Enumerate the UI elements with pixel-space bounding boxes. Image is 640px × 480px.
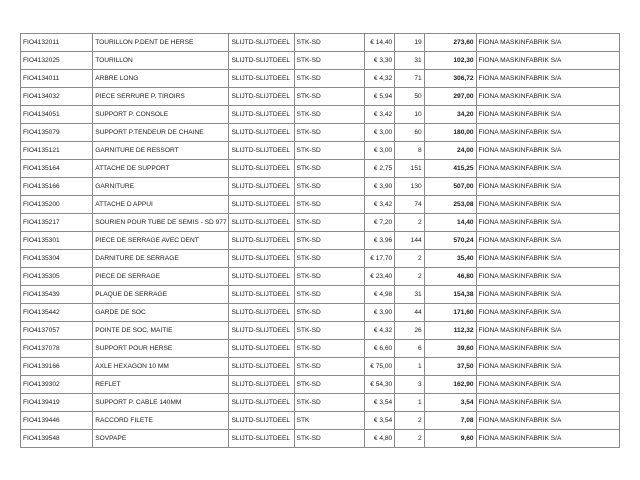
description-cell: RACCORD FILETE xyxy=(93,412,229,430)
description-cell: TOURILLON xyxy=(93,52,229,70)
description-cell: PLAQUE DE SERRAGE xyxy=(93,286,229,304)
quantity-cell: 44 xyxy=(395,304,424,322)
quantity-cell: 19 xyxy=(395,34,424,52)
description-cell: PIECE DE SERRAGE xyxy=(93,268,229,286)
supplier-cell: FIONA MASKINFABRIK S/A xyxy=(476,52,619,70)
table-row xyxy=(21,268,620,286)
unit-price-cell: € 14,40 xyxy=(364,34,395,52)
line-total-cell: 46,80 xyxy=(424,268,476,286)
quantity-cell: 130 xyxy=(395,178,424,196)
table-row xyxy=(21,124,620,142)
unit-cell: STK-SD xyxy=(294,304,364,322)
part-type-cell: SLIJTD-SLIJTDEEL xyxy=(229,178,294,196)
item-code-cell: FIO4132011 xyxy=(21,34,93,52)
description-cell: SUPPORT P. CABLE 140MM xyxy=(93,394,229,412)
unit-cell: STK-SD xyxy=(294,124,364,142)
line-total-cell: 415,25 xyxy=(424,160,476,178)
part-type-cell: SLIJTD-SLIJTDEEL xyxy=(229,340,294,358)
unit-cell: STK-SD xyxy=(294,34,364,52)
supplier-cell: FIONA MASKINFABRIK S/A xyxy=(476,178,619,196)
unit-cell: STK-SD xyxy=(294,430,364,448)
quantity-cell: 10 xyxy=(395,106,424,124)
table-row xyxy=(21,250,620,268)
supplier-cell: FIONA MASKINFABRIK S/A xyxy=(476,160,619,178)
unit-price-cell: € 3,42 xyxy=(364,196,395,214)
quantity-cell: 50 xyxy=(395,88,424,106)
unit-price-cell: € 7,20 xyxy=(364,214,395,232)
description-cell: GARNITURE DE RESSORT xyxy=(93,142,229,160)
unit-price-cell: € 3,54 xyxy=(364,394,395,412)
unit-price-cell: € 4,32 xyxy=(364,70,395,88)
unit-cell: STK-SD xyxy=(294,214,364,232)
unit-cell: STK-SD xyxy=(294,178,364,196)
part-type-cell: SLIJTD-SLIJTDEEL xyxy=(229,412,294,430)
unit-price-cell: € 3,54 xyxy=(364,412,395,430)
unit-price-cell: € 3,42 xyxy=(364,106,395,124)
item-code-cell: FIO4139548 xyxy=(21,430,93,448)
part-type-cell: SLIJTD-SLIJTDEEL xyxy=(229,106,294,124)
item-code-cell: FIO4132025 xyxy=(21,52,93,70)
unit-cell: STK-SD xyxy=(294,286,364,304)
line-total-cell: 102,30 xyxy=(424,52,476,70)
unit-price-cell: € 3,00 xyxy=(364,142,395,160)
line-total-cell: 154,38 xyxy=(424,286,476,304)
unit-price-cell: € 4,80 xyxy=(364,430,395,448)
description-cell: TOURILLON P.DENT DE HERSE xyxy=(93,34,229,52)
unit-price-cell: € 54,30 xyxy=(364,376,395,394)
part-type-cell: SLIJTD-SLIJTDEEL xyxy=(229,70,294,88)
part-type-cell: SLIJTD-SLIJTDEEL xyxy=(229,430,294,448)
part-type-cell: SLIJTD-SLIJTDEEL xyxy=(229,142,294,160)
supplier-cell: FIONA MASKINFABRIK S/A xyxy=(476,268,619,286)
supplier-cell: FIONA MASKINFABRIK S/A xyxy=(476,106,619,124)
part-type-cell: SLIJTD-SLIJTDEEL xyxy=(229,214,294,232)
unit-cell: STK-SD xyxy=(294,358,364,376)
supplier-cell: FIONA MASKINFABRIK S/A xyxy=(476,214,619,232)
unit-price-cell: € 6,60 xyxy=(364,340,395,358)
unit-cell: STK-SD xyxy=(294,340,364,358)
supplier-cell: FIONA MASKINFABRIK S/A xyxy=(476,376,619,394)
quantity-cell: 2 xyxy=(395,214,424,232)
description-cell: SUPPORT P.TENDEUR DE CHAINE xyxy=(93,124,229,142)
line-total-cell: 37,50 xyxy=(424,358,476,376)
quantity-cell: 60 xyxy=(395,124,424,142)
line-total-cell: 7,08 xyxy=(424,412,476,430)
inventory-table-body xyxy=(21,34,620,448)
unit-cell: STK-SD xyxy=(294,52,364,70)
item-code-cell: FIO4139166 xyxy=(21,358,93,376)
unit-cell: STK-SD xyxy=(294,196,364,214)
part-type-cell: SLIJTD-SLIJTDEEL xyxy=(229,34,294,52)
table-row xyxy=(21,52,620,70)
supplier-cell: FIONA MASKINFABRIK S/A xyxy=(476,124,619,142)
unit-cell: STK-SD xyxy=(294,376,364,394)
supplier-cell: FIONA MASKINFABRIK S/A xyxy=(476,88,619,106)
line-total-cell: 24,00 xyxy=(424,142,476,160)
quantity-cell: 2 xyxy=(395,250,424,268)
unit-cell: STK-SD xyxy=(294,250,364,268)
item-code-cell: FIO4135217 xyxy=(21,214,93,232)
line-total-cell: 35,40 xyxy=(424,250,476,268)
table-row xyxy=(21,178,620,196)
description-cell: AXLE HEXAGON 10 MM xyxy=(93,358,229,376)
line-total-cell: 3,54 xyxy=(424,394,476,412)
quantity-cell: 74 xyxy=(395,196,424,214)
line-total-cell: 9,60 xyxy=(424,430,476,448)
quantity-cell: 2 xyxy=(395,430,424,448)
supplier-cell: FIONA MASKINFABRIK S/A xyxy=(476,430,619,448)
supplier-cell: FIONA MASKINFABRIK S/A xyxy=(476,358,619,376)
description-cell: REFLET xyxy=(93,376,229,394)
part-type-cell: SLIJTD-SLIJTDEEL xyxy=(229,304,294,322)
line-total-cell: 34,20 xyxy=(424,106,476,124)
quantity-cell: 2 xyxy=(395,268,424,286)
unit-price-cell: € 17,70 xyxy=(364,250,395,268)
table-row xyxy=(21,34,620,52)
table-row xyxy=(21,160,620,178)
supplier-cell: FIONA MASKINFABRIK S/A xyxy=(476,322,619,340)
line-total-cell: 273,60 xyxy=(424,34,476,52)
supplier-cell: FIONA MASKINFABRIK S/A xyxy=(476,196,619,214)
line-total-cell: 570,24 xyxy=(424,232,476,250)
item-code-cell: FIO4135164 xyxy=(21,160,93,178)
table-row xyxy=(21,394,620,412)
unit-price-cell: € 3,90 xyxy=(364,178,395,196)
part-type-cell: SLIJTD-SLIJTDEEL xyxy=(229,232,294,250)
line-total-cell: 507,00 xyxy=(424,178,476,196)
line-total-cell: 253,08 xyxy=(424,196,476,214)
table-row xyxy=(21,376,620,394)
item-code-cell: FIO4135439 xyxy=(21,286,93,304)
part-type-cell: SLIJTD-SLIJTDEEL xyxy=(229,376,294,394)
part-type-cell: SLIJTD-SLIJTDEEL xyxy=(229,250,294,268)
unit-cell: STK-SD xyxy=(294,268,364,286)
description-cell: ATTACHE D APPUI xyxy=(93,196,229,214)
unit-price-cell: € 5,94 xyxy=(364,88,395,106)
table-row xyxy=(21,358,620,376)
unit-price-cell: € 75,00 xyxy=(364,358,395,376)
item-code-cell: FIO4135079 xyxy=(21,124,93,142)
part-type-cell: SLIJTD-SLIJTDEEL xyxy=(229,52,294,70)
item-code-cell: FIO4135442 xyxy=(21,304,93,322)
part-type-cell: SLIJTD-SLIJTDEEL xyxy=(229,322,294,340)
supplier-cell: FIONA MASKINFABRIK S/A xyxy=(476,250,619,268)
part-type-cell: SLIJTD-SLIJTDEEL xyxy=(229,286,294,304)
table-row xyxy=(21,88,620,106)
table-row xyxy=(21,304,620,322)
unit-price-cell: € 2,75 xyxy=(364,160,395,178)
unit-cell: STK-SD xyxy=(294,394,364,412)
description-cell: PIECE SERRURE P. TIROIRS xyxy=(93,88,229,106)
table-row xyxy=(21,70,620,88)
item-code-cell: FIO4135305 xyxy=(21,268,93,286)
item-code-cell: FIO4135121 xyxy=(21,142,93,160)
line-total-cell: 297,00 xyxy=(424,88,476,106)
unit-price-cell: € 23,40 xyxy=(364,268,395,286)
quantity-cell: 31 xyxy=(395,286,424,304)
unit-price-cell: € 3,90 xyxy=(364,304,395,322)
supplier-cell: FIONA MASKINFABRIK S/A xyxy=(476,304,619,322)
description-cell: SUPPORT P. CONSOLE xyxy=(93,106,229,124)
description-cell: GARDE DE SOC xyxy=(93,304,229,322)
unit-cell: STK-SD xyxy=(294,106,364,124)
unit-cell: STK-SD xyxy=(294,232,364,250)
description-cell: SOVPAPE xyxy=(93,430,229,448)
supplier-cell: FIONA MASKINFABRIK S/A xyxy=(476,142,619,160)
part-type-cell: SLIJTD-SLIJTDEEL xyxy=(229,88,294,106)
description-cell: SUPPORT POUR HERSE xyxy=(93,340,229,358)
unit-price-cell: € 4,32 xyxy=(364,322,395,340)
unit-price-cell: € 3,00 xyxy=(364,124,395,142)
unit-price-cell: € 3,96 xyxy=(364,232,395,250)
unit-price-cell: € 3,30 xyxy=(364,52,395,70)
item-code-cell: FIO4139302 xyxy=(21,376,93,394)
quantity-cell: 2 xyxy=(395,412,424,430)
part-type-cell: SLIJTD-SLIJTDEEL xyxy=(229,358,294,376)
table-row xyxy=(21,322,620,340)
table-row xyxy=(21,412,620,430)
item-code-cell: FIO4135166 xyxy=(21,178,93,196)
supplier-cell: FIONA MASKINFABRIK S/A xyxy=(476,286,619,304)
item-code-cell: FIO4135200 xyxy=(21,196,93,214)
part-type-cell: SLIJTD-SLIJTDEEL xyxy=(229,124,294,142)
unit-cell: STK-SD xyxy=(294,88,364,106)
inventory-sheet xyxy=(20,33,620,448)
description-cell: ATTACHE DE SUPPORT xyxy=(93,160,229,178)
item-code-cell: FIO4134011 xyxy=(21,70,93,88)
item-code-cell: FIO4135304 xyxy=(21,250,93,268)
description-cell: DARNITURE DE SERRAGE xyxy=(93,250,229,268)
table-row xyxy=(21,214,620,232)
table-row xyxy=(21,106,620,124)
quantity-cell: 26 xyxy=(395,322,424,340)
unit-cell: STK xyxy=(294,412,364,430)
item-code-cell: FIO4135301 xyxy=(21,232,93,250)
line-total-cell: 162,90 xyxy=(424,376,476,394)
supplier-cell: FIONA MASKINFABRIK S/A xyxy=(476,34,619,52)
table-row xyxy=(21,430,620,448)
item-code-cell: FIO4134051 xyxy=(21,106,93,124)
quantity-cell: 144 xyxy=(395,232,424,250)
line-total-cell: 112,32 xyxy=(424,322,476,340)
line-total-cell: 14,40 xyxy=(424,214,476,232)
quantity-cell: 6 xyxy=(395,340,424,358)
line-total-cell: 39,60 xyxy=(424,340,476,358)
quantity-cell: 151 xyxy=(395,160,424,178)
description-cell: PIECE DE SERRAGE AVEC DENT xyxy=(93,232,229,250)
table-row xyxy=(21,142,620,160)
unit-cell: STK-SD xyxy=(294,160,364,178)
item-code-cell: FIO4139446 xyxy=(21,412,93,430)
description-cell: SOURIEN POUR TUBE DE SEMIS - SD 977 xyxy=(93,214,229,232)
quantity-cell: 1 xyxy=(395,358,424,376)
item-code-cell: FIO4137057 xyxy=(21,322,93,340)
unit-cell: STK-SD xyxy=(294,70,364,88)
inventory-table xyxy=(20,33,620,448)
description-cell: GARNITURE xyxy=(93,178,229,196)
item-code-cell: FIO4134032 xyxy=(21,88,93,106)
supplier-cell: FIONA MASKINFABRIK S/A xyxy=(476,70,619,88)
table-row xyxy=(21,340,620,358)
description-cell: POINTE DE SOC, MAITIE xyxy=(93,322,229,340)
part-type-cell: SLIJTD-SLIJTDEEL xyxy=(229,196,294,214)
supplier-cell: FIONA MASKINFABRIK S/A xyxy=(476,394,619,412)
table-row xyxy=(21,196,620,214)
line-total-cell: 180,00 xyxy=(424,124,476,142)
quantity-cell: 8 xyxy=(395,142,424,160)
table-row xyxy=(21,232,620,250)
supplier-cell: FIONA MASKINFABRIK S/A xyxy=(476,232,619,250)
unit-cell: STK-SD xyxy=(294,142,364,160)
part-type-cell: SLIJTD-SLIJTDEEL xyxy=(229,394,294,412)
unit-cell: STK-SD xyxy=(294,322,364,340)
supplier-cell: FIONA MASKINFABRIK S/A xyxy=(476,340,619,358)
item-code-cell: FIO4139419 xyxy=(21,394,93,412)
line-total-cell: 171,60 xyxy=(424,304,476,322)
quantity-cell: 1 xyxy=(395,394,424,412)
quantity-cell: 31 xyxy=(395,52,424,70)
part-type-cell: SLIJTD-SLIJTDEEL xyxy=(229,268,294,286)
quantity-cell: 71 xyxy=(395,70,424,88)
item-code-cell: FIO4137078 xyxy=(21,340,93,358)
quantity-cell: 3 xyxy=(395,376,424,394)
supplier-cell: FIONA MASKINFABRIK S/A xyxy=(476,412,619,430)
part-type-cell: SLIJTD-SLIJTDEEL xyxy=(229,160,294,178)
unit-price-cell: € 4,98 xyxy=(364,286,395,304)
line-total-cell: 306,72 xyxy=(424,70,476,88)
table-row xyxy=(21,286,620,304)
description-cell: ARBRE LONG xyxy=(93,70,229,88)
